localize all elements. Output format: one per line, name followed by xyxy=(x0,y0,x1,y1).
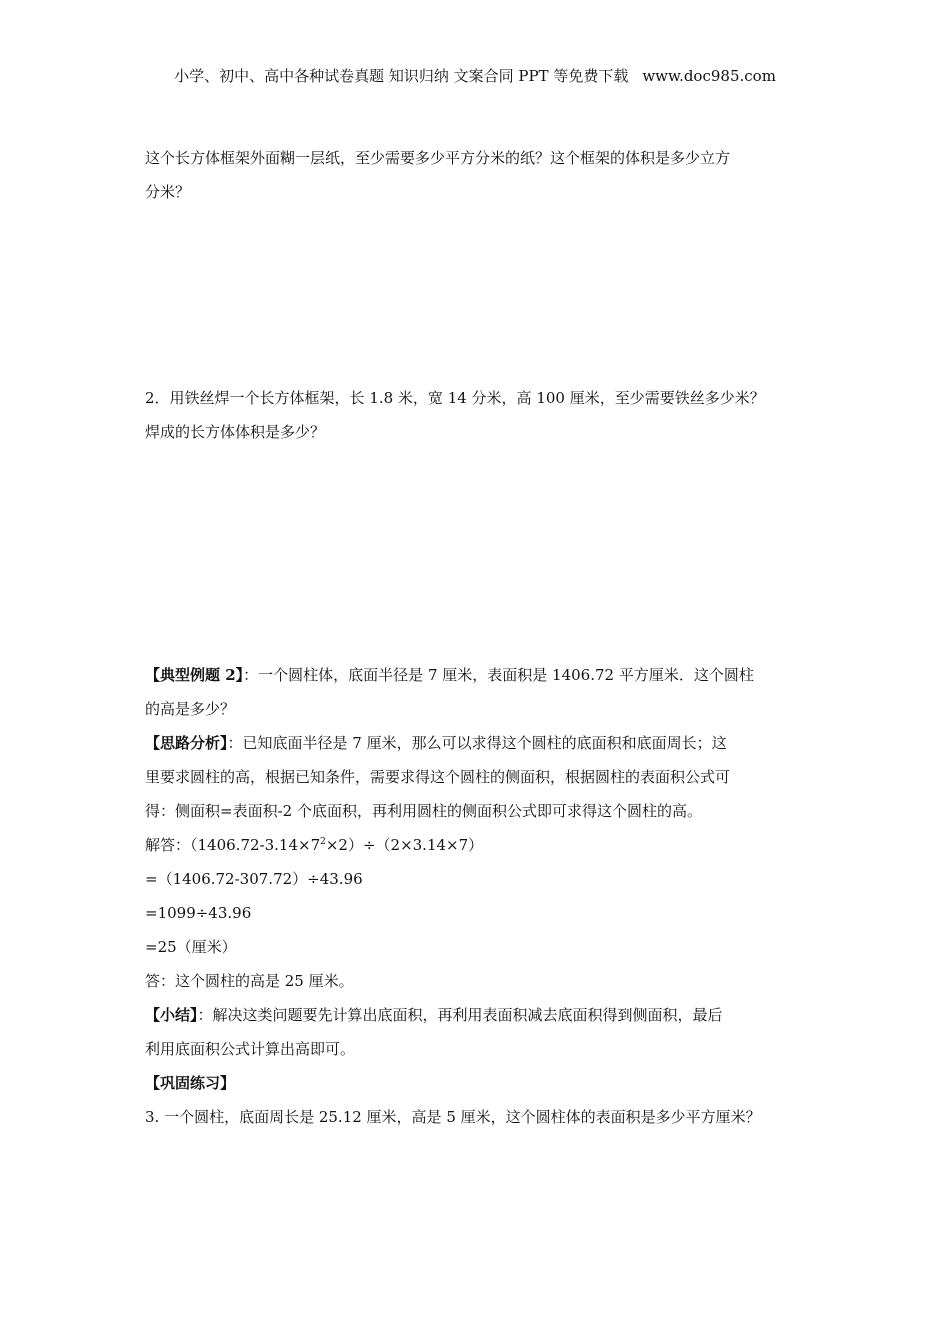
q3-line-1: 3. 一个圆柱，底面周长是 25.12 厘米，高是 5 厘米，这个圆柱体的表面积是多少平方厘米？ xyxy=(145,1108,761,1126)
analysis-tag: 【思路分析】 xyxy=(145,734,228,752)
analysis-line-1-text: ：已知底面半径是 7 厘米，那么可以求得这个圆柱的底面积和底面周长；这 xyxy=(227,734,727,752)
analysis-line-1 xyxy=(145,726,810,760)
header-url: www.doc985.com xyxy=(642,67,776,85)
q2-line-1: 2．用铁丝焊一个长方体框架，长 1.8 米，宽 14 分米，高 100 厘米，至少需要铁丝多少米？ xyxy=(145,389,765,407)
solution-step-3: =25（厘米） xyxy=(145,938,237,956)
answer-line: 答：这个圆柱的高是 25 厘米。 xyxy=(145,972,354,990)
summary-line-1 xyxy=(145,998,810,1032)
solution-exponent: 2 xyxy=(320,837,326,847)
solution-step-1: =（1406.72-307.72）÷43.96 xyxy=(145,870,363,888)
practice-heading: 【巩固练习】 xyxy=(145,1074,236,1092)
q2-line-2: 焊成的长方体体积是多少？ xyxy=(145,423,326,441)
header-text: 小学、初中、高中各种试卷真题 知识归纳 文案合同 PPT 等免费下载 xyxy=(174,67,629,85)
question-2 xyxy=(145,381,810,449)
solution-part-a: 解答：（1406.72-3.14×7 xyxy=(145,836,321,854)
q1-line-1: 这个长方体框架外面糊一层纸，至少需要多少平方分米的纸？这个框架的体积是多少立方 xyxy=(145,149,731,167)
example-2-section xyxy=(145,658,810,1134)
summary-line-2: 利用底面积公式计算出高即可。 xyxy=(145,1040,356,1058)
solution-part-b: ×2）÷（2×3.14×7） xyxy=(325,836,484,854)
example-line-1-text: ：一个圆柱体，底面半径是 7 厘米，表面积是 1406.72 平方厘米．这个圆柱 xyxy=(243,666,754,684)
analysis-line-2: 里要求圆柱的高，根据已知条件，需要求得这个圆柱的侧面积，根据圆柱的表面积公式可 xyxy=(145,768,731,786)
summary-tag: 【小结】 xyxy=(145,1006,198,1024)
question-1-continuation xyxy=(145,141,810,209)
example-tag: 【典型例题 2】 xyxy=(145,666,244,684)
solution-line xyxy=(145,828,810,862)
solution-step-2: =1099÷43.96 xyxy=(145,904,252,922)
analysis-line-3: 得：侧面积=表面积-2 个底面积，再利用圆柱的侧面积公式即可求得这个圆柱的高。 xyxy=(145,802,702,820)
example-line-2: 的高是多少？ xyxy=(145,700,236,718)
q1-line-2: 分米？ xyxy=(145,183,191,201)
summary-line-1-text: ：解决这类问题要先计算出底面积，再利用表面积减去底面积得到侧面积，最后 xyxy=(197,1006,723,1024)
page-header xyxy=(0,66,950,86)
example-line-1 xyxy=(145,658,810,692)
